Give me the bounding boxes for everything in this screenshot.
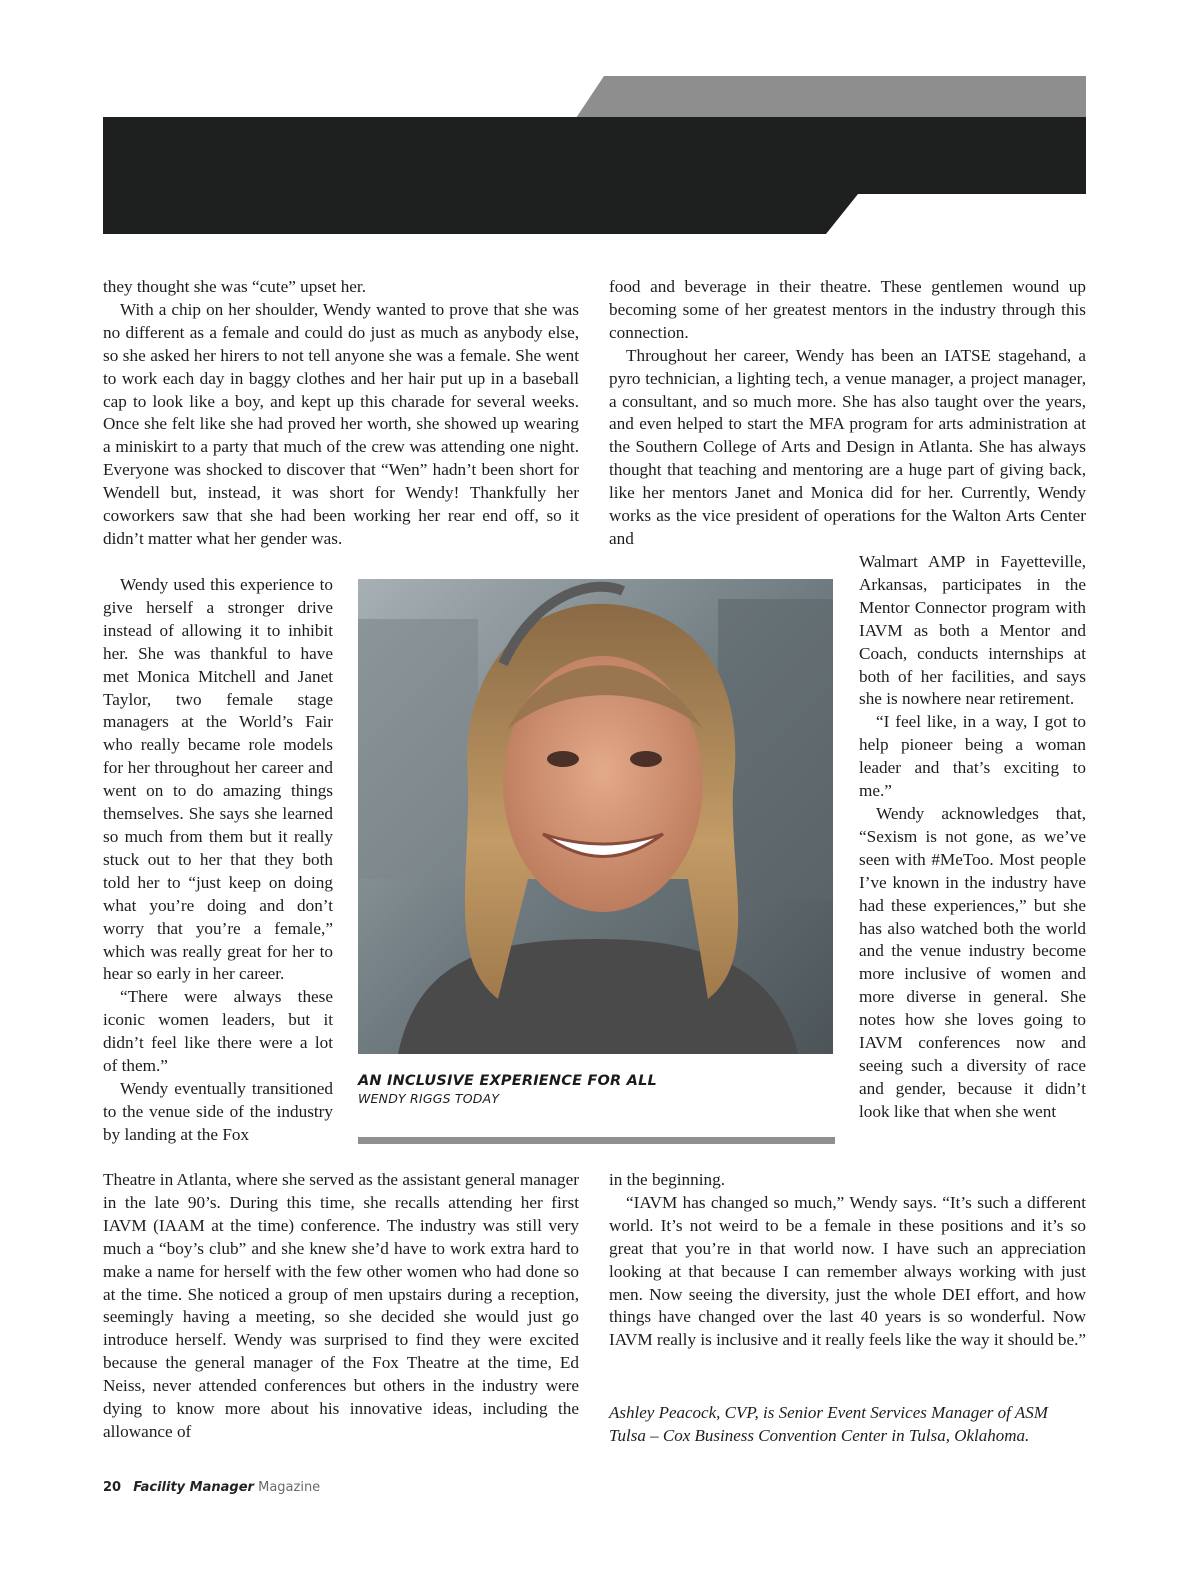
header-banner [0, 0, 1200, 240]
paragraph: “There were always these iconic women leaders, but it didn’t feel like there were a lot of them.” [103, 987, 333, 1076]
paragraph: Throughout her career, Wendy has been an IATSE stagehand, a pyro technician, a lighting tech, a venue manager, a project manager, a consultant, and so much more. She has also taught over the years, and even helped to start the MFA program for arts administration at the Southern College of Arts and Design in Atlanta. She has always thought that teaching and mentoring are a huge part of giving back, like her mentors Janet and Monica did for her. Currently, Wendy works as the vice president of operations for the Walton Arts Center and [609, 345, 1086, 548]
paragraph: With a chip on her shoulder, Wendy wanted to prove that she was no different as a female and could do just as much as anybody else, so she asked her hirers to not tell anyone she was a female. She went to work each day in baggy clothes and her hair put up in a baseball cap to look like a boy, and kept up this charade for several weeks. Once she felt like she had proved her worth, she showed up wearing a miniskirt to a party that much of the crew was attending one night. Everyone was shocked to discover that “Wen” hadn’t been short for Wendell but, instead, it was short for Wendy! Thankfully her coworkers saw that she had been working her rear end off, so it didn’t matter what her gender was. [103, 299, 579, 548]
left-column-middle [103, 574, 333, 1147]
caption-divider [358, 1137, 835, 1144]
magazine-name: Facility Manager [133, 1480, 254, 1495]
paragraph: in the beginning. [609, 1170, 725, 1189]
header-white-notch [826, 194, 1086, 234]
page-number: 20 [103, 1480, 122, 1495]
paragraph: Theatre in Atlanta, where she served as the assistant general manager in the late 90’s. During this time, she recalls attending her first IAVM (IAAM at the time) conference. The industry was still very much a “boy’s club” and she knew she’d have to work extra hard to make a name for herself with the few other women who had done so at the time. She noticed a group of men upstairs during a reception, seemingly having a meeting, so she decided she would just go introduce herself. Wendy was surprised to find they were excited because the general manager of the Fox Theatre at the time, Ed Neiss, never attended conferences but others in the industry were dying to know more about his innovative ideas, including the allowance of [103, 1170, 579, 1441]
left-column-top [103, 276, 579, 551]
paragraph: “I feel like, in a way, I got to help pioneer being a woman leader and that’s exciting to me.” [859, 712, 1086, 801]
page-footer [103, 1480, 320, 1495]
header-gray-stripe [576, 76, 1086, 118]
paragraph: Wendy acknowledges that, “Sexism is not gone, as we’ve seen with #MeToo. Most people I’ve known in the industry have had these experiences,” but she has also watched both the world and the venue industry become more inclusive of women and more diverse in general. She notes how she loves going to IAVM conferences now and seeing such a diversity of race and gender, because it didn’t look like that when she went [859, 803, 1086, 1121]
magazine-suffix: Magazine [258, 1480, 321, 1495]
portrait-photo [358, 579, 833, 1054]
right-column-middle [859, 551, 1086, 1124]
photo-caption-subtitle: WENDY RIGGS TODAY [358, 1091, 500, 1106]
photo-caption-title: AN INCLUSIVE EXPERIENCE FOR ALL [358, 1073, 657, 1089]
paragraph: Walmart AMP in Fayetteville, Arkansas, participates in the Mentor Connector program with IAVM as both a Mentor and Coach, conducts internships at both of her facilities, and says she is nowhere near retirement. [859, 552, 1086, 709]
right-column-top [609, 276, 1086, 551]
paragraph: Wendy eventually transitioned to the venue side of the industry by landing at the Fox [103, 1078, 333, 1144]
right-column-bottom [609, 1169, 1086, 1352]
paragraph: “IAVM has changed so much,” Wendy says. “It’s such a different world. It’s not weird to be a female in these positions and it’s so great that you’re in that world now. I have such an appreciation looking at that because I can remember always working with just men. Now seeing the diversity, just the whole DEI effort, and how things have changed over the last 40 years is so wonderful. Now IAVM really is inclusive and it really feels like the way it should be.” [609, 1192, 1086, 1350]
left-column-bottom [103, 1169, 579, 1444]
author-bio: Ashley Peacock, CVP, is Senior Event Services Manager of ASM Tulsa – Cox Business Convention Center in Tulsa, Oklahoma. [609, 1403, 1048, 1445]
paragraph: they thought she was “cute” upset her. [103, 277, 366, 296]
paragraph: food and beverage in their theatre. These gentlemen wound up becoming some of her greatest mentors in the industry through this connection. [609, 277, 1086, 342]
paragraph: Wendy used this experience to give herself a stronger drive instead of allowing it to inhibit her. She was thankful to have met Monica Mitchell and Janet Taylor, two female stage managers at the World’s Fair who really became role models for her throughout her career and went on to do amazing things themselves. She says she learned so much from them but it really stuck out to her that they both told her to “just keep on doing what you’re doing and don’t worry that you’re a female,” which was really great for her to hear so early in her career. [103, 575, 333, 984]
